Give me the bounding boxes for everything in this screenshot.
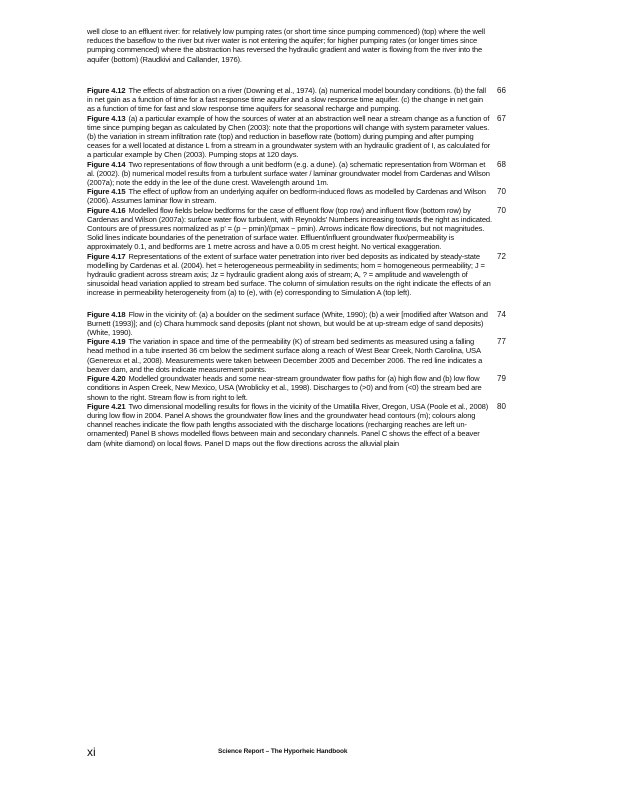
footer-page-numeral: xi [87,745,96,759]
figure-list [87,86,527,448]
page-number: 67 [497,113,506,123]
figure-caption: Modelled groundwater heads and some near-stream groundwater flow paths for (a) high flow and (b) low flow conditions in Aspen Creek, New Mexico, USA (Wroblicky et al., 1998). Discharges to (>0) and from (<0) the stream bed are shown to the right. Stream flow is from right to left. [87,374,482,402]
figure-caption: The variation in space and time of the permeability (K) of stream bed sediments as measured using a falling head method in a tube inserted 36 cm below the sediment surface along a reach of West Bear Creek, North Carolina, USA (Genereux et al., 2008). Measurements were taken between December 2005 and December 2006. The red line indicates a beaver dam, and the dots indicate measurement points. [87,337,483,374]
page-number: 80 [497,401,506,411]
list-item [87,374,527,402]
list-item [87,160,527,188]
figure-caption: Modelled flow fields below bedforms for the case of effluent flow (top row) and influent flow (bottom row) by Cardenas and Wilson (2007a): surface water flow turbulent, with Reynolds' Numbers increasing towards the right as indicated. Contours are of pressures normalized as p' = (p − pmin)/(pmax − pmin). Arrows indicate flow directions, but not magnitudes. Solid lines indicate boundaries of the penetration of surface water. Effluent/influent groundwater flux/permeability is approximately 0.1, and bedforms are 1 metre across and have a 0.05 m crest height. No vertical exaggeration. [87,205,492,252]
list-item [87,402,527,448]
page-number: 77 [497,337,506,347]
list-item [87,114,527,160]
list-item [87,206,527,252]
figure-label: Figure 4.16 [87,205,126,215]
figure-label: Figure 4.21 [87,401,126,411]
figure-caption: Representations of the extent of surface water penetration into river bed deposits as indicated by steady-state modelling by Cardenas et al. (2004). het = heterogeneous permeability in sediments; hom = homogeneous permeability; J = hydraulic gradient across stream axis; Jz = hydraulic gradient along axis of stream; A, ? = amplitude and wavelength of sinusoidal head variation applied to stream bed surface. The column of simulation results on the right indicate the effects of an increase in permeability heterogeneity from (a) to (e), with (e) corresponding to Simulation A (top left). [87,251,491,298]
figure-caption: Flow in the vicinity of: (a) a boulder on the sediment surface (White, 1990); (b) a weir [modified after Watson and Burnett (1993)]; and (c) Chara hummock sand deposits (plant not shown, but would be at up-stream edge of sand deposits) (White, 1990). [87,309,488,338]
continuation-paragraph: well close to an effluent river: for relatively low pumping rates (or short time since pumping commenced) (top) where the well reduces the baseflow to the river but river water is not entering the aquifer; for higher pumping rates (or longer times since pumping commenced) where the abstraction has reversed the hydraulic gradient and water is flowing from the river into the aquifer (bottom) (Raudkivi and Callander, 1976). [87,27,485,64]
figure-caption: Two representations of flow through a unit bedform (e.g. a dune). (a) schematic representation from Wörman et al. (2002). (b) numerical model results from a turbulent surface water / laminar groundwater model from Cardenas and Wilson (2007a); note the eddy in the lee of the dune crest. Wavelength around 1m. [87,159,490,188]
figure-caption: The effect of upflow from an underlying aquifer on bedform-induced flows as modelled by Cardenas and Wilson (2006). Assumes laminar flow in stream. [87,187,486,206]
figure-label: Figure 4.17 [87,251,126,261]
list-item [87,252,527,298]
footer-title: Science Report – The Hyporheic Handbook [218,748,348,755]
figure-label: Figure 4.20 [87,374,126,384]
figure-caption: (a) a particular example of how the sources of water at an abstraction well near a stream change as a function of time since pumping began as calculated by Chen (2003): note that the proportions will change with system parameter values. (b) the variation in stream infiltration rate (top) and reduction in baseflow rate (bottom) during pumping and after pumping ceases for a well located at distance L from a stream in a groundwater system with an hydraulic gradient of I, as calculated for a particular example by Chen (2003). Pumping stops at 120 days. [87,113,491,160]
figure-label: Figure 4.12 [87,86,126,95]
page-number: 66 [497,86,506,95]
figure-label: Figure 4.13 [87,113,126,123]
page-number: 74 [497,309,506,319]
section-gap [87,298,527,310]
list-item [87,310,527,338]
page-number: 79 [497,374,506,384]
figure-label: Figure 4.19 [87,337,126,347]
page-number: 70 [497,187,506,197]
figure-label: Figure 4.18 [87,309,126,319]
figure-caption: The effects of abstraction on a river (Downing et al., 1974). (a) numerical model boundary conditions. (b) the fall in net gain as a function of time for a fast response time aquifer and a slow response time aquifer. (c) the change in net gain as a function of time for fast and slow response time aquifers for seasonal recharge and pumping. [87,86,486,114]
figure-caption: Two dimensional modelling results for flows in the vicinity of the Umatilla River, Oregon, USA (Poole et al., 2008) during low flow in 2004. Panel A shows the groundwater flow lines and the groundwater head contours (m); colours along channel reaches indicate the flow path lengths associated with the discharge locations (recharging reaches are left un-ornamented) Panel B shows modelled flows between main and secondary channels. Panel C shows the effect of a beaver dam (white diamond) on local flows. Panel D maps out the flow directions across the alluvial plain [87,401,489,448]
list-item [87,187,527,205]
list-item [87,337,527,374]
page-number: 68 [497,159,506,169]
list-item [87,86,527,114]
figure-label: Figure 4.15 [87,187,126,197]
figure-label: Figure 4.14 [87,159,126,169]
page-number: 72 [497,251,506,261]
page-number: 70 [497,205,506,215]
